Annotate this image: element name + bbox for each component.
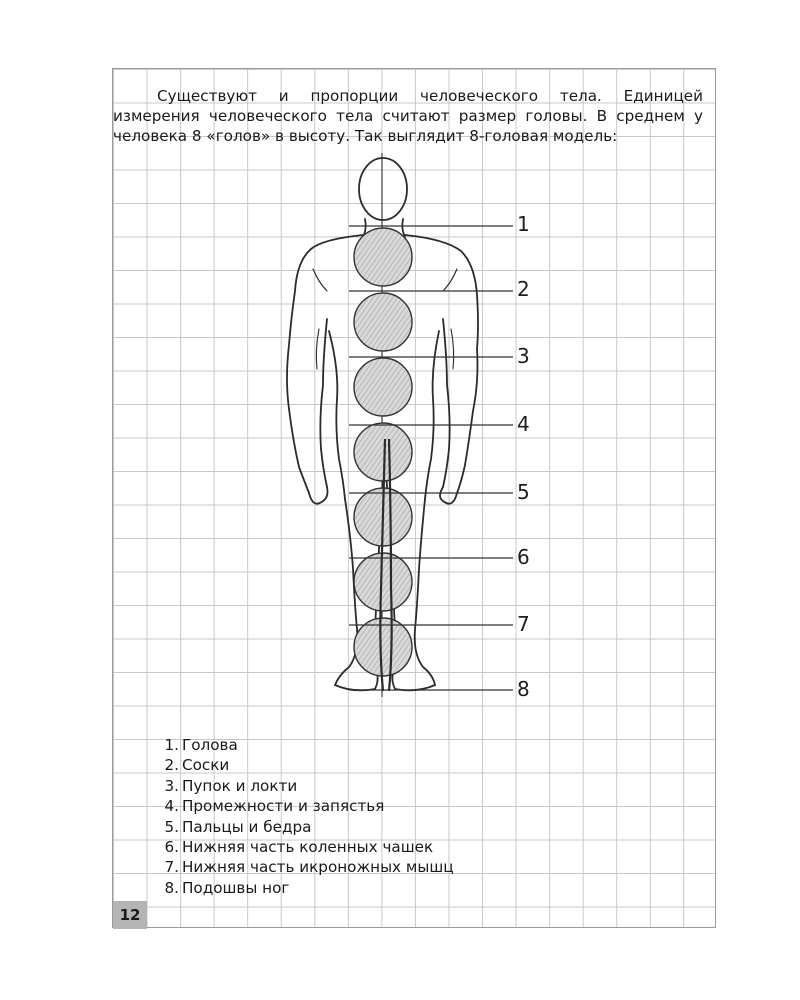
legend-number: 2. [164,756,179,775]
legend-label: Промежности и запястья [182,797,385,816]
legend-item [159,837,454,857]
legend-number: 7. [164,858,179,877]
legend-item [159,857,454,877]
measure-markers [517,212,530,701]
legend-item [159,796,454,816]
legend-label: Нижняя часть икроножных мышц [182,858,454,877]
marker-6: 6 [517,545,530,569]
marker-8: 8 [517,677,530,701]
marker-7: 7 [517,612,530,636]
legend-number: 4. [164,797,179,816]
legend-item [159,735,454,755]
marker-1: 1 [517,212,530,236]
head-unit-2 [354,293,412,351]
legend-item [159,755,454,775]
head-unit-4 [354,423,412,481]
legend-list [159,735,454,898]
legend-number: 1. [164,736,179,754]
legend-label: Соски [182,756,230,775]
legend-label: Подошвы ног [182,878,290,897]
marker-2: 2 [517,277,530,301]
legend-label: Нижняя часть коленных чашек [182,838,434,857]
legend-label: Пупок и локти [182,776,298,795]
head-unit-6 [354,553,412,611]
intro-paragraph [113,86,703,146]
legend-number: 8. [164,878,179,897]
legend-number: 5. [164,817,179,836]
head-unit-1 [354,228,412,286]
legend-number: 6. [164,838,179,857]
legend-number: 3. [164,776,179,795]
head-unit-7 [354,618,412,676]
marker-4: 4 [517,412,530,436]
page-number: 12 [113,901,147,929]
legend-label: Пальцы и бедра [182,817,312,836]
marker-5: 5 [517,480,530,504]
marker-3: 3 [517,344,530,368]
legend-label: Голова [182,736,238,754]
legend-item [159,817,454,837]
head-outline [359,158,407,220]
grid-sheet [112,68,716,928]
head-unit-3 [354,358,412,416]
head-unit-circles [354,228,412,676]
legend-item [159,776,454,796]
intro-text: Существуют и пропорции человеческого тела. Единицей измерения человеческого тела считают размер головы. В среднем у человека 8 «голов» в высоту. Так выглядит 8-головая модель: [113,87,703,146]
legend-item [159,878,454,898]
